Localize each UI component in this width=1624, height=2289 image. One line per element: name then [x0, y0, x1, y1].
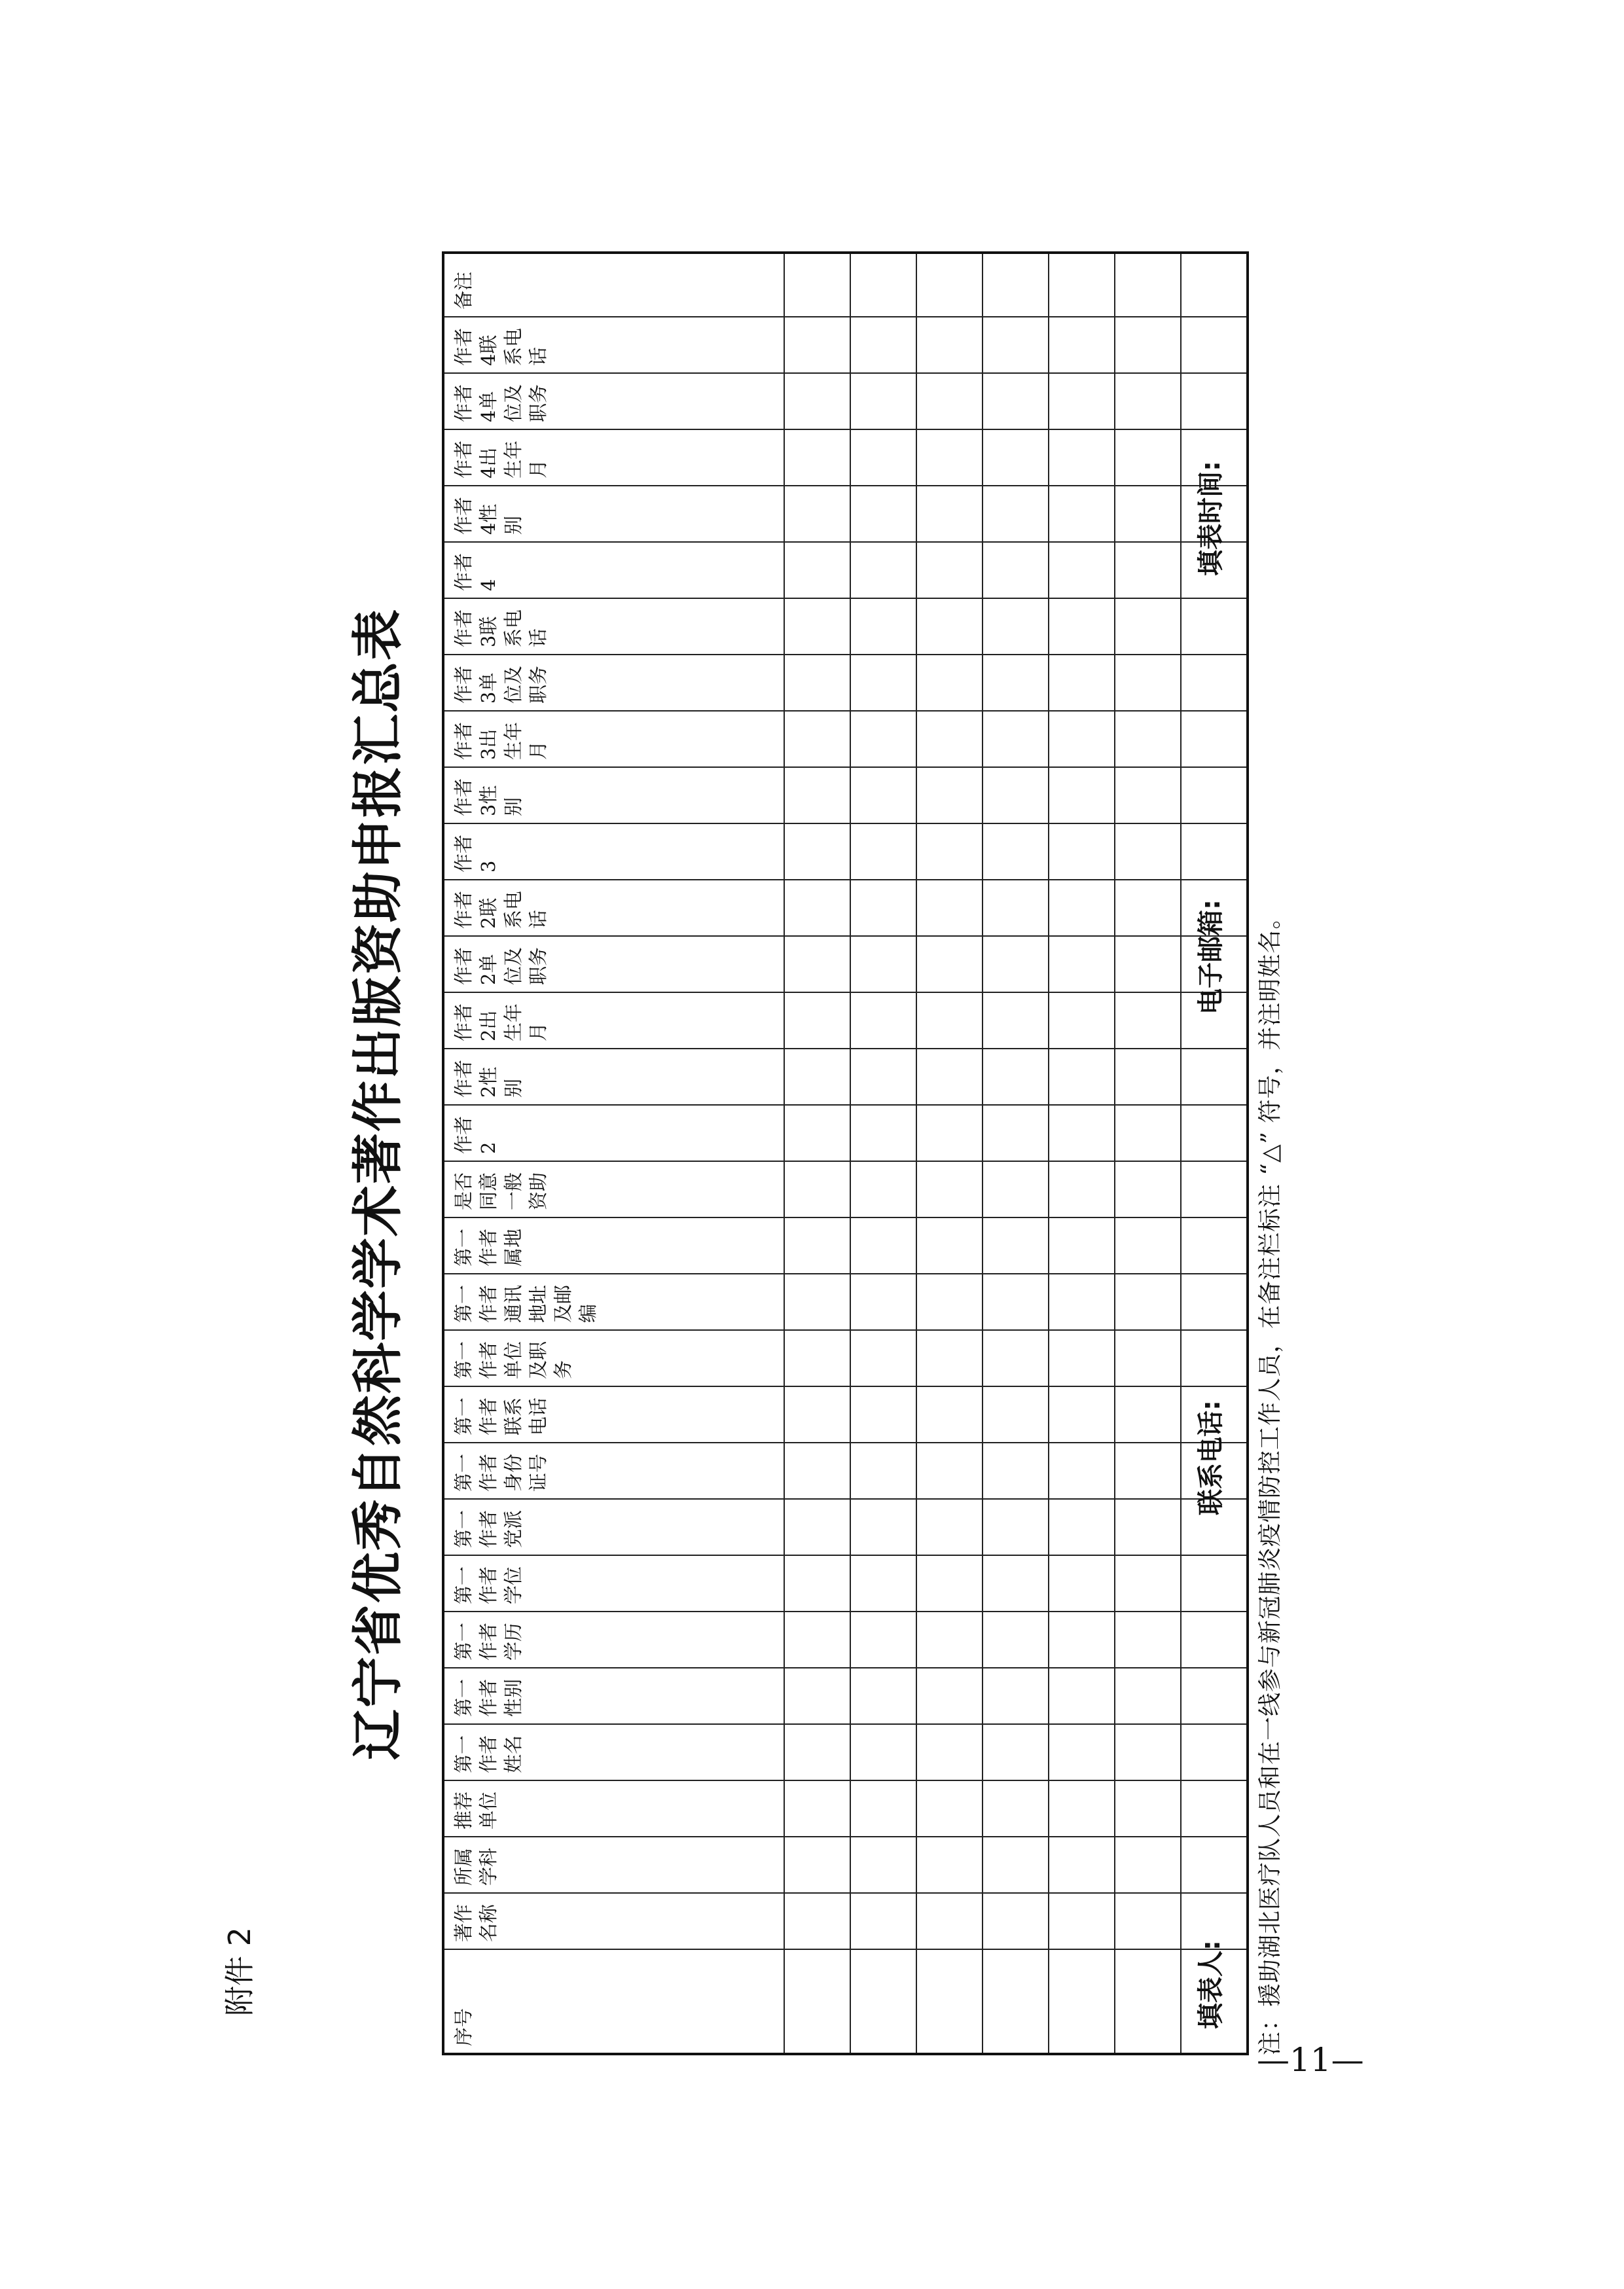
column-header: 第一作者身份证号 — [443, 1443, 784, 1499]
annex-label: 附件 2 — [222, 1927, 257, 2016]
table-cell[interactable] — [784, 1893, 850, 1949]
table-cell[interactable] — [1049, 1049, 1115, 1105]
table-cell[interactable] — [916, 936, 983, 992]
column-header: 作者2联系电话 — [443, 880, 784, 936]
table-cell[interactable] — [1115, 1330, 1181, 1386]
table-cell[interactable] — [784, 598, 850, 655]
column-header: 作者3联系电话 — [443, 598, 784, 655]
table-cell[interactable] — [916, 1949, 983, 2054]
table-cell[interactable] — [850, 880, 916, 936]
table-cell[interactable] — [916, 711, 983, 767]
table-cell[interactable] — [1181, 253, 1248, 317]
table-cell[interactable] — [784, 486, 850, 542]
table-row — [1115, 253, 1181, 2054]
column-header: 备注 — [443, 253, 784, 317]
column-header: 著作名称 — [443, 1893, 784, 1949]
table-cell[interactable] — [784, 992, 850, 1049]
table-cell[interactable] — [784, 253, 850, 317]
table-cell[interactable] — [850, 598, 916, 655]
table-cell[interactable] — [850, 1330, 916, 1386]
table-cell[interactable] — [916, 655, 983, 711]
table-cell[interactable] — [1115, 1837, 1181, 1893]
table-cell[interactable] — [916, 1443, 983, 1499]
table-row — [983, 253, 1049, 2054]
table-cell[interactable] — [850, 711, 916, 767]
table-cell[interactable] — [850, 1949, 916, 2054]
phone-label: 联系电话: — [1196, 1400, 1226, 1515]
column-header: 作者3性别 — [443, 767, 784, 823]
table-cell[interactable] — [850, 429, 916, 486]
table-cell[interactable] — [850, 655, 916, 711]
table-cell[interactable] — [1049, 1217, 1115, 1274]
table-cell[interactable] — [916, 992, 983, 1049]
table-cell[interactable] — [850, 1049, 916, 1105]
table-cell[interactable] — [1115, 992, 1181, 1049]
table-cell[interactable] — [916, 767, 983, 823]
table-cell[interactable] — [916, 1612, 983, 1668]
table-cell[interactable] — [1049, 767, 1115, 823]
table-cell[interactable] — [850, 486, 916, 542]
table-cell[interactable] — [983, 598, 1049, 655]
column-header: 第一作者学位 — [443, 1555, 784, 1612]
table-cell[interactable] — [784, 1443, 850, 1499]
table-cell[interactable] — [1049, 373, 1115, 429]
table-cell[interactable] — [1115, 711, 1181, 767]
table-cell[interactable] — [1115, 373, 1181, 429]
table-cell[interactable] — [916, 1386, 983, 1443]
table-cell[interactable] — [983, 542, 1049, 598]
table-row — [916, 253, 983, 2054]
table-cell[interactable] — [1049, 317, 1115, 373]
table-cell[interactable] — [1115, 253, 1181, 317]
table-cell[interactable] — [1049, 429, 1115, 486]
table-cell[interactable] — [784, 1780, 850, 1837]
column-header: 序号 — [443, 1949, 784, 2054]
table-cell[interactable] — [1115, 1555, 1181, 1612]
table-cell[interactable] — [1049, 1443, 1115, 1499]
table-cell[interactable] — [916, 1161, 983, 1217]
table-cell[interactable] — [850, 1499, 916, 1555]
column-header: 所属学科 — [443, 1837, 784, 1893]
table-cell[interactable] — [784, 373, 850, 429]
table-cell[interactable] — [983, 1668, 1049, 1724]
table-body — [784, 253, 1248, 2054]
table-cell[interactable] — [1049, 253, 1115, 317]
table-cell[interactable] — [983, 253, 1049, 317]
column-header: 作者4单位及职务 — [443, 373, 784, 429]
table-cell[interactable] — [784, 1049, 850, 1105]
table-row — [850, 253, 916, 2054]
column-header: 是否同意一般资助 — [443, 1161, 784, 1217]
column-header: 作者3 — [443, 823, 784, 880]
table-cell[interactable] — [1049, 823, 1115, 880]
column-header: 作者4性别 — [443, 486, 784, 542]
table-cell[interactable] — [1115, 1105, 1181, 1161]
table-cell[interactable] — [850, 1105, 916, 1161]
table-cell[interactable] — [1115, 486, 1181, 542]
table-cell[interactable] — [1049, 880, 1115, 936]
page-number: —11— — [1257, 2041, 1364, 2079]
table-cell[interactable] — [983, 1837, 1049, 1893]
table-cell[interactable] — [1049, 1105, 1115, 1161]
table-cell[interactable] — [983, 1386, 1049, 1443]
column-header: 作者4出生年月 — [443, 429, 784, 486]
table-cell[interactable] — [850, 1443, 916, 1499]
table-cell[interactable] — [983, 1330, 1049, 1386]
table-cell[interactable] — [784, 767, 850, 823]
table-cell[interactable] — [916, 1330, 983, 1386]
table-cell[interactable] — [983, 936, 1049, 992]
table-cell[interactable] — [1115, 1049, 1181, 1105]
table-cell[interactable] — [983, 1105, 1049, 1161]
column-header: 推荐单位 — [443, 1780, 784, 1837]
column-header: 第一作者性别 — [443, 1668, 784, 1724]
table-cell[interactable] — [983, 317, 1049, 373]
table-cell[interactable] — [850, 823, 916, 880]
table-cell[interactable] — [850, 1612, 916, 1668]
form-footer — [1190, 313, 1229, 2055]
table-cell[interactable] — [983, 1555, 1049, 1612]
table-cell[interactable] — [1115, 1949, 1181, 2054]
table-cell[interactable] — [983, 429, 1049, 486]
table-cell[interactable] — [916, 486, 983, 542]
table-cell[interactable] — [1049, 1161, 1115, 1217]
table-cell[interactable] — [784, 1274, 850, 1330]
table-cell[interactable] — [850, 767, 916, 823]
column-header: 作者3出生年月 — [443, 711, 784, 767]
table-cell[interactable] — [916, 542, 983, 598]
table-cell[interactable] — [1115, 1724, 1181, 1780]
table-cell[interactable] — [850, 253, 916, 317]
table-cell[interactable] — [784, 1724, 850, 1780]
table-cell[interactable] — [983, 1161, 1049, 1217]
column-header: 作者4 — [443, 542, 784, 598]
table-cell[interactable] — [784, 1105, 850, 1161]
table-cell[interactable] — [1049, 1386, 1115, 1443]
column-header: 第一作者姓名 — [443, 1724, 784, 1780]
table-cell[interactable] — [1049, 1949, 1115, 2054]
table-cell[interactable] — [983, 711, 1049, 767]
table-cell[interactable] — [916, 1049, 983, 1105]
table-cell[interactable] — [1115, 1499, 1181, 1555]
table-cell[interactable] — [983, 1949, 1049, 2054]
table-cell[interactable] — [916, 1555, 983, 1612]
table-cell[interactable] — [784, 823, 850, 880]
table-cell[interactable] — [983, 486, 1049, 542]
table-cell[interactable] — [916, 880, 983, 936]
table-cell[interactable] — [916, 1724, 983, 1780]
table-cell[interactable] — [784, 1668, 850, 1724]
table-cell[interactable] — [1049, 1555, 1115, 1612]
table-cell[interactable] — [1049, 1780, 1115, 1837]
table-cell[interactable] — [1049, 1612, 1115, 1668]
email-label: 电子邮箱: — [1196, 899, 1226, 1015]
table-cell[interactable] — [983, 880, 1049, 936]
table-cell[interactable] — [983, 1049, 1049, 1105]
table-cell[interactable] — [916, 373, 983, 429]
table-cell[interactable] — [784, 880, 850, 936]
table-cell[interactable] — [983, 1893, 1049, 1949]
table-cell[interactable] — [983, 992, 1049, 1049]
table-cell[interactable] — [916, 598, 983, 655]
table-cell[interactable] — [1115, 1217, 1181, 1274]
column-header: 第一作者属地 — [443, 1217, 784, 1274]
table-cell[interactable] — [1115, 317, 1181, 373]
table-cell[interactable] — [850, 1217, 916, 1274]
table-cell[interactable] — [1115, 1780, 1181, 1837]
column-header: 作者2性别 — [443, 1049, 784, 1105]
table-cell[interactable] — [850, 1668, 916, 1724]
table-cell[interactable] — [850, 1274, 916, 1330]
table-cell[interactable] — [983, 1499, 1049, 1555]
summary-table — [442, 251, 1249, 2055]
table-cell[interactable] — [1049, 655, 1115, 711]
table-cell[interactable] — [850, 1724, 916, 1780]
table-cell[interactable] — [983, 1612, 1049, 1668]
column-header: 作者2单位及职务 — [443, 936, 784, 992]
table-cell[interactable] — [1049, 542, 1115, 598]
table-cell[interactable] — [1115, 429, 1181, 486]
table-cell[interactable] — [784, 936, 850, 992]
table-cell[interactable] — [784, 317, 850, 373]
table-cell[interactable] — [784, 1949, 850, 2054]
table-cell[interactable] — [850, 373, 916, 429]
table-cell[interactable] — [1115, 655, 1181, 711]
table-cell[interactable] — [850, 1555, 916, 1612]
table-note: 注：援助湖北医疗队人员和在一线参与新冠肺炎疫情防控工作人员，在备注栏标注 “△” 符号，并注明姓名。 — [1257, 905, 1284, 2055]
table-cell[interactable] — [784, 1555, 850, 1612]
table-cell[interactable] — [983, 767, 1049, 823]
table-cell[interactable] — [1049, 992, 1115, 1049]
table-cell[interactable] — [1049, 1893, 1115, 1949]
date-label: 填表时间: — [1196, 461, 1226, 576]
table-cell[interactable] — [784, 429, 850, 486]
table-cell[interactable] — [784, 1330, 850, 1386]
table-cell[interactable] — [850, 1837, 916, 1893]
table-cell[interactable] — [916, 823, 983, 880]
table-cell[interactable] — [1049, 1274, 1115, 1330]
table-cell[interactable] — [1115, 880, 1181, 936]
table-cell[interactable] — [983, 1274, 1049, 1330]
table-cell[interactable] — [784, 542, 850, 598]
table-cell[interactable] — [916, 1105, 983, 1161]
column-header: 作者3单位及职务 — [443, 655, 784, 711]
table-cell[interactable] — [850, 992, 916, 1049]
table-cell[interactable] — [1049, 1724, 1115, 1780]
rotated-landscape-page — [196, 271, 1441, 2055]
table-cell[interactable] — [1049, 1330, 1115, 1386]
table-cell[interactable] — [983, 1724, 1049, 1780]
table-cell[interactable] — [1049, 598, 1115, 655]
table-cell[interactable] — [1115, 598, 1181, 655]
table-row — [784, 253, 850, 2054]
table-cell[interactable] — [1115, 1274, 1181, 1330]
column-header: 第一作者学历 — [443, 1612, 784, 1668]
table-cell[interactable] — [850, 1386, 916, 1443]
table-cell[interactable] — [784, 1386, 850, 1443]
table-cell[interactable] — [916, 1217, 983, 1274]
table-cell[interactable] — [1115, 936, 1181, 992]
table-cell[interactable] — [1115, 1668, 1181, 1724]
table-cell[interactable] — [850, 542, 916, 598]
column-header: 作者2出生年月 — [443, 992, 784, 1049]
column-header: 第一作者联系电话 — [443, 1386, 784, 1443]
table-cell[interactable] — [916, 1780, 983, 1837]
table-cell[interactable] — [916, 1274, 983, 1330]
table-cell[interactable] — [983, 373, 1049, 429]
table-cell[interactable] — [784, 655, 850, 711]
column-header: 第一作者单位及职务 — [443, 1330, 784, 1386]
table-cell[interactable] — [1115, 1612, 1181, 1668]
table-header-row — [443, 253, 784, 2054]
table-cell[interactable] — [916, 1499, 983, 1555]
table-cell[interactable] — [1049, 1837, 1115, 1893]
table-cell[interactable] — [1049, 936, 1115, 992]
table-cell[interactable] — [784, 1837, 850, 1893]
table-cell[interactable] — [983, 823, 1049, 880]
column-header: 第一作者通讯地址及邮编 — [443, 1274, 784, 1330]
table-cell[interactable] — [784, 1612, 850, 1668]
table-cell[interactable] — [1115, 542, 1181, 598]
table-cell[interactable] — [983, 1217, 1049, 1274]
table-cell[interactable] — [1115, 1386, 1181, 1443]
table-cell[interactable] — [983, 1780, 1049, 1837]
table-cell[interactable] — [916, 429, 983, 486]
table-cell[interactable] — [784, 1217, 850, 1274]
table-cell[interactable] — [916, 1893, 983, 1949]
table-cell[interactable] — [784, 711, 850, 767]
table-cell[interactable] — [1115, 823, 1181, 880]
table-cell[interactable] — [784, 1499, 850, 1555]
table-cell[interactable] — [916, 253, 983, 317]
table-cell[interactable] — [1115, 767, 1181, 823]
table-cell[interactable] — [850, 936, 916, 992]
table-cell[interactable] — [1049, 486, 1115, 542]
table-cell[interactable] — [916, 1668, 983, 1724]
table-cell[interactable] — [1049, 1668, 1115, 1724]
column-header: 作者4联系电话 — [443, 317, 784, 373]
table-cell[interactable] — [850, 1161, 916, 1217]
table-cell[interactable] — [1115, 1443, 1181, 1499]
column-header: 第一作者党派 — [443, 1499, 784, 1555]
table-cell[interactable] — [784, 1161, 850, 1217]
filler-label: 填表人: — [1196, 1940, 1226, 2029]
table-cell[interactable] — [1115, 1161, 1181, 1217]
table-cell[interactable] — [1115, 1893, 1181, 1949]
table-cell[interactable] — [916, 317, 983, 373]
table-cell[interactable] — [983, 655, 1049, 711]
table-row — [1049, 253, 1115, 2054]
table-cell[interactable] — [1049, 1499, 1115, 1555]
table-cell[interactable] — [916, 1837, 983, 1893]
column-header: 作者2 — [443, 1105, 784, 1161]
table-cell[interactable] — [983, 1443, 1049, 1499]
table-cell[interactable] — [850, 1893, 916, 1949]
page-title: 辽宁省优秀自然科学学术著作出版资助申报汇总表 — [348, 608, 408, 1761]
table-cell[interactable] — [1049, 711, 1115, 767]
table-cell[interactable] — [850, 1780, 916, 1837]
table-cell[interactable] — [850, 317, 916, 373]
